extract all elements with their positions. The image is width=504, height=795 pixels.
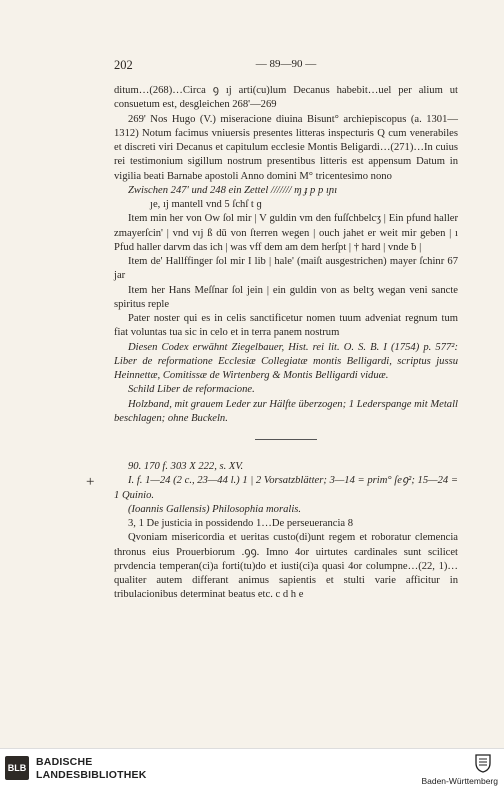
margin-mark: + [86, 474, 95, 490]
paragraph: 269' Nos Hugo (V.) miseracione diuina Bisunt° archiepiscopus (a. 1301—1312) Notum facimus vniuersis presentes litteras inspecturis Q cum venerabiles et discreti viri Decanus et capitulum ecclesie Montis Beligardi…(271)…In cuius rei testimonium sigillum nostrum presentibus litteris est appensum Datum in vigilia beati Barnabe apostoli Anno domini M° tricentesimo nono [114, 113, 458, 182]
running-range: — 89—90 — [255, 58, 317, 70]
paragraph: Zwischen 247' und 248 ein Zettel /////// ɱ ɟ p p ıɲı [128, 184, 338, 196]
paragraph: Pater noster qui es in celis sanctificetur nomen tuum adveniat regnum tum fiat voluntas tua sic in celo et in terra panem nostrum [114, 313, 458, 339]
text-body [114, 84, 458, 603]
paragraph: ditum…(268)…Circa ꝯ ıj arti(cu)lum Decanus habebit…uel per alium ut consuetum est, desgleichen 268'—269 [114, 85, 458, 111]
paragraph: I. f. 1—24 (2 c., 23—44 l.) 1 | 2 Vorsatzblätter; 3—14 = prim° ſeꝯ²; 15—24 = 1 Quinio. [114, 475, 458, 501]
page-header [114, 58, 458, 74]
library-name-line2: LANDESBIBLIOTHEK [36, 769, 147, 781]
coat-of-arms-icon [472, 753, 494, 773]
paragraph: Qvoniam misericordia et ueritas custo(di)unt regem et roboratur clemencia thronus eius Prouerbiorum .ꝯꝯ. Imno 4or uirtutes cardinales sunt scilicet prvdencia temperan(ci)a forti(tu)do et iusti(ci)a quasi 4or columpne…(22, 1)…qualiter autem differant animus sapientis et stulti varie afficitur in tribulacionibus determinat beatus etc. c d h e [114, 532, 458, 601]
state-label: Baden-Württemberg [421, 776, 498, 786]
section-divider [255, 439, 317, 440]
paragraph: Holzband, mit grauem Leder zur Hälfte überzogen; 1 Lederspange mit Metall beschlagen; ohne Buckeln. [114, 398, 458, 424]
paragraph: Item de' Hallffinger ſol mir I lib | hale' (maiſt ausgestrichen) mayer ſchinr 67 jar [114, 256, 458, 282]
library-name [36, 756, 147, 782]
entry-heading: 90. 170 f. 303 X 222, s. XV. [128, 461, 244, 472]
paragraph: Diesen Codex erwähnt Ziegelbauer, Hist. rei lit. O. S. B. I (1754) p. 577²: Liber de reformatione Ecclesiæ Collegiatæ montis Belligardi, scriptus jussu Heinnettæ, Comitissæ de Wirtenberg & Montis Belligardi viduæ. [114, 341, 458, 381]
paragraph: Item her Hans Meſſnar ſol jein | ein guldin von as beltʒ wegan veni sancte spiritus reple [114, 284, 458, 310]
blb-logo: BLB [5, 756, 29, 780]
paragraph: (Ioannis Gallensis) Philosophia moralis. [128, 503, 302, 515]
page-number: 202 [114, 58, 133, 72]
library-name-line1: BADISCHE [36, 756, 93, 768]
paragraph: Item min her von Ow ſol mir | V guldin vm den fuſſchbelcʒ | Ein pfund haller zmayerſcin' | vnd vıj ß dū von ſterren wegen | ouch jahet er weit mir geben | ı Pfud haller darvm das ich | was vff dem am dem herſpt | † hard | vnde ƀ | [114, 213, 458, 253]
paragraph: Schild Liber de reformacione. [128, 384, 255, 396]
library-footer [0, 748, 504, 795]
paragraph: 3, 1 De justicia in possidendo 1…De perseuerancia 8 [128, 518, 354, 529]
paragraph: ȷe, ıj mantell vnd 5 ſchſ t ɡ [150, 199, 262, 210]
